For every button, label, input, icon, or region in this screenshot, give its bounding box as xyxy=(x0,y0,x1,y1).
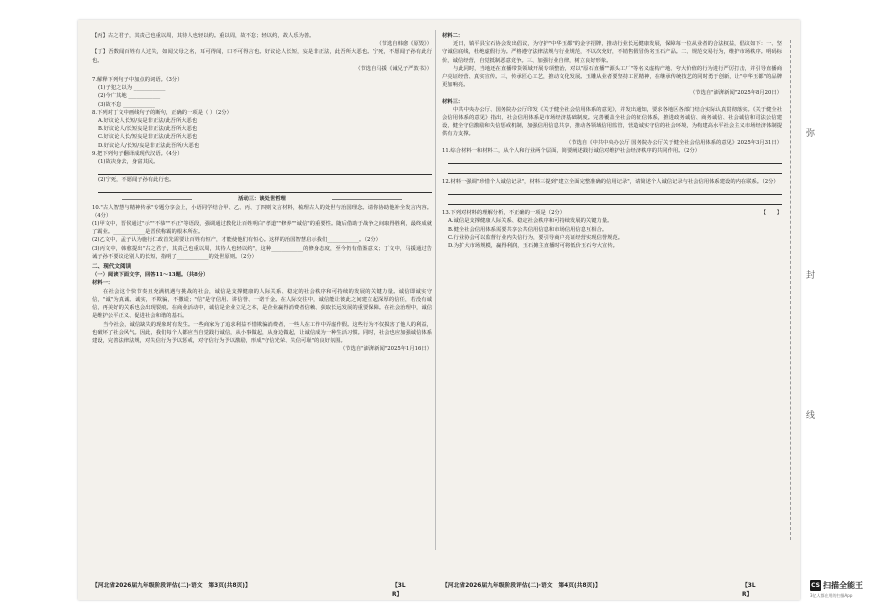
question-10: 10."古人智慧与精神传承"专题分享会上，小语同学结合甲、乙、丙、丁四则文言材料，梳理古人的处世与治国理念。请你协助他补全发言内容。（4分） xyxy=(92,204,432,219)
footer-left-text: 【河北省2026届九年级阶段评估(二)·语文 第3页(共8页)】 xyxy=(92,583,251,589)
question-10-item-2: (2)乙文中，孟子认为施行仁政首先需要让百姓有恒产，才能使他们有恒心。这样的治国智慧启示我们____________。（2分） xyxy=(92,237,381,244)
question-10-item-3: (3)丙文中，韩愈提出"古之君子，其责己也重以周，其待人也轻以约"，这种____________的修身态度，至今仍有借鉴意义；丁文中，马援通过告诫子孙不要议论别人的长短，指明了____________的处世原则。（2分） xyxy=(92,245,432,260)
question-10-item-1: (1)甲文中，晋侯通过"示""不恭""不正"等语段，强调通过教化让百姓明白"孝道""修养""诚信"的重要性。随后借助于战争之间取得胜利，最终成就了霸业。____________是晋侯称霸的根本所在。 xyxy=(92,221,432,236)
question-12: 12.材料一强调"珍惜个人诚信记录"，材料三提到"建立全面完整准确的信用记录"，请简述个人诚信记录与社会信用体系建设的内在联系。（2分） xyxy=(442,179,779,186)
passage-ding-source: （节选自马援《诫兄子严敦书》） xyxy=(355,65,432,72)
question-7: 7.解释下列句子中加点的词语。（3分） xyxy=(92,77,183,84)
footer-right-text: 【河北省2026届九年级阶段评估(二)·语文 第4页(共8页)】 xyxy=(442,583,601,589)
question-13-option-d: D.为扩大市场规模，赢得利润，玉石摊主直播时可将低价玉石夸大宣传。 xyxy=(448,243,618,250)
question-13-option-c: C.行业协会可以监督行业内失信行为，要引导商户亮证经营实现信誉规范。 xyxy=(448,234,624,241)
material-2-source: （节选自"澎湃新闻"2025年8月20日） xyxy=(689,90,782,97)
material-3-heading: 材料三： xyxy=(442,98,464,105)
question-13-option-a: A.诚信是支撑健康人际关系、稳定社会秩序和可持续发展的关键力量。 xyxy=(448,218,613,225)
answer-line[interactable] xyxy=(98,184,432,193)
scanner-tagline: 3亿人都在用的扫描App xyxy=(810,593,853,598)
answer-line[interactable] xyxy=(448,186,782,195)
answer-line[interactable] xyxy=(448,165,782,174)
scanner-logo-icon: CS xyxy=(811,582,820,589)
material-3-paragraph: 中共中央办公厅、国务院办公厅印发《关于健全社会信用体系的意见》，并发出通知，要求各地区各部门结合实际认真贯彻落实。《关于健全社会信用体系的意见》指出，社会信用体系是市场经济基础制度。完善覆盖全社会的征信体系，推进政务诚信、商务诚信、社会诚信和司法公信建设，健全守信激励和失信惩戒机制，加强信用信息共享，推动各领域信用监管，营造诚实守信的社会环境，为构建高水平社会主义市场经济体制提供有力支撑。 xyxy=(442,106,782,138)
question-8-option-c: C.好议论人长/短妄是非正法/此吾所大恶也 xyxy=(98,134,198,141)
passage-ding: 【丁】吾数闻百姓有人过失，如闻父母之名，耳可得闻，口不可得言也。好议论人长短，妄是非正法，此吾所大恶也。宁死，不愿闻子孙有此行也。 xyxy=(92,49,432,64)
left-column xyxy=(92,32,432,577)
question-13-option-b: B.健全社会信用体系需要共享公共信用信息和市场信用信息互相合。 xyxy=(448,226,608,233)
material-1-source: （节选自"澎湃新闻"2025年1月16日） xyxy=(339,346,432,353)
question-7-item-2: (2)今广其地 ____________ xyxy=(98,93,161,100)
question-8-option-a: A.好议论人长短/妄是非正法/此吾所大恶也 xyxy=(98,118,198,125)
scanner-name: 扫描全能王 xyxy=(823,581,863,590)
question-7-item-3: (3)故不怠 ____________ xyxy=(98,101,155,108)
exam-sheet xyxy=(78,20,800,600)
question-11: 11.综合材料一和材料二，从个人和行业两个层面，简要阐述践行诚信对维护社会经济秩序的共同作用。（2分） xyxy=(442,147,701,154)
section-heading: 二、现代文阅读 xyxy=(92,264,132,271)
answer-line[interactable] xyxy=(448,196,782,205)
seal-char-3: 线 xyxy=(805,411,815,421)
question-8-option-d: D.好议论人/长短/妄是非正法此吾所/大恶也 xyxy=(98,142,200,149)
question-13-text: 13.下列对材料的理解分析，不正确的一项是（2分） xyxy=(442,210,566,217)
seal-line xyxy=(790,40,792,540)
question-9: 9.把下列句子翻译成现代汉语。（4分） xyxy=(92,150,183,157)
question-13 xyxy=(442,209,782,217)
seal-char-2: 封 xyxy=(805,271,815,281)
answer-bracket[interactable]: 【 】 xyxy=(760,210,782,217)
subsection-heading: （一）阅读下面文字，回答11～13题。（共8分） xyxy=(92,272,209,279)
footer-right-code: 【3L R】 xyxy=(742,583,756,598)
material-2-paragraph-1: 近日，镇平县宝石协会发出倡议，为守护"中华玉都"的金字招牌，推动行业长远健康发展，保障每一位从业者的合法权益，倡议如下：一、坚守诚信底线，杜绝虚假行为。严格遵守法律法规与行业规范，不以次充好，不销售假冒伪劣玉石产品。二、规范交易行为，维护市场秩序。明码标价，诚信经营，自觉抵制恶意竞争。三、加强行业自律，树立良好形象。 xyxy=(442,41,782,64)
material-3-source: （节选自《中共中央办公厅 国务院办公厅关于健全社会信用体系的意见》2025年3月31日） xyxy=(566,139,782,146)
material-1-paragraph-1: 在社会这个快节奏且充满机遇与挑战的社会，诚信是支撑健康的人际关系、稳定的社会秩序和可持续的发展的关键力量。诚信即诚实守信，"诚"为真诚、诚实，不欺骗，不撒谎；"信"是守信用、讲信誉、一诺千金。在人际交往中，诚信能让彼此之间建立起深厚的信任，若没有诚信，再美好的关系也会出现裂痕。在商业活动中，诚信是企业立足之本，是企业赢得消费者信赖、获取长远发展的重要保障。在社会治理中，诚信是维护公平正义、促进社会和谐的基石。 xyxy=(92,288,432,320)
question-7-item-1: (1)子犯之以为 ____________ xyxy=(98,85,166,92)
footer-left-code: 【3L R】 xyxy=(392,583,406,598)
passage-bing-source: （节选自韩愈《原毁》） xyxy=(376,41,432,48)
question-8-option-b: B.好议论人/长短妄是非正法/此吾所大恶也 xyxy=(98,126,198,133)
activity-heading: 活动三：谈处世哲理 xyxy=(92,195,432,203)
seal-char-1: 弥 xyxy=(805,129,815,139)
answer-line[interactable] xyxy=(448,155,782,164)
column-divider xyxy=(435,30,436,550)
question-8: 8.下列对丁文中画线句子的断句，正确的一项是（ ）（2分） xyxy=(92,109,232,116)
question-9-item-2: (2)宁死，不愿闻子孙有此行也。 xyxy=(98,177,175,184)
scanner-watermark xyxy=(810,578,866,608)
right-column xyxy=(442,32,782,577)
answer-line[interactable] xyxy=(98,166,432,175)
material-2-paragraph-2: 与此同时，当地还在直播带货领域开展专项整治，对以"原石直播""源头工厂"等名义虚构产地、夸大价值的行为进行严厉打击，并引导直播商户亮证经营、真实宣传。三，传承匠心工艺，推动文化发展。玉雕从业者要坚持工匠精神，在继承传统技艺的同时勇于创新，让"中华玉都"的品牌更加响亮。 xyxy=(442,65,782,89)
footer-left xyxy=(92,580,406,598)
material-2-heading: 材料二： xyxy=(442,33,464,39)
footer-right xyxy=(442,580,756,598)
passage-bing: 【丙】古之君子，其责己也重以周，其待人也轻以约。重以周，故不怠；轻以约，故人乐为善。 xyxy=(92,33,315,39)
question-9-item-1: (1)故决身去，身富其民。 xyxy=(98,159,159,166)
material-1-heading: 材料一： xyxy=(92,280,114,287)
material-1-paragraph-2: 当今社会，诚信缺失的现象时有发生。一些商家为了追求利益不惜欺骗消费者，一些人在工作中弄虚作假。这些行为不仅损害了他人的利益，也破坏了社会风气。因此，我们每个人都应当自觉践行诚信，从小事做起，从身边做起，让诚信成为一种生活习惯。同时，社会也应加强诚信体系建设，完善法律法规，对失信行为予以惩戒，对守信行为予以激励，形成"守信光荣、失信可耻"的良好氛围。 xyxy=(92,321,432,344)
